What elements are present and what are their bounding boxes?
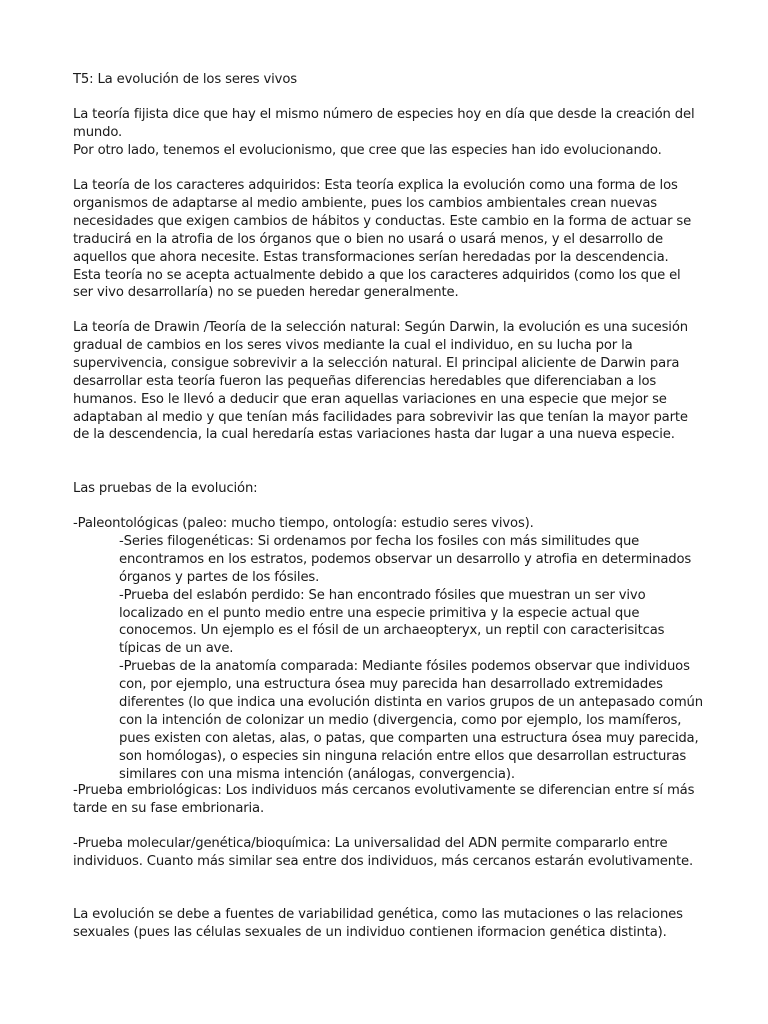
conclusion-paragraph: La evolución se debe a fuentes de variabilidad genética, como las mutaciones o las relaciones sexuales (pues las células sexuales de un individuo contienen iformacion genética distinta).: [73, 907, 683, 940]
conclusion-section: [73, 906, 703, 942]
caracteres-paragraph: La teoría de los caracteres adquiridos: Esta teoría explica la evolución como una forma de los organismos de adaptarse al medio ambiente, pues los cambios ambientales crean nuevas necesidades que exigen cambios de hábitos y conductas. Este cambio en la forma de actuar se traducirá en la atrofia de los órganos que o bien no usará o usará menos, y el desarrollo de aquellos que ahora necesite. Estas transformaciones serían heredadas por la descendencia.: [73, 178, 692, 265]
pruebas-heading-block: [73, 480, 703, 498]
anatomia-comparada-item: -Pruebas de la anatomía comparada: Mediante fósiles podemos observar que individuos con, por ejemplo, una estructura ósea muy parecida han desarrollado extremidades diferentes (lo que indica una evolución distinta en varios grupos de un antepasado común con la intención de colonizar un medio (divergencia, como por ejemplo, los mamíferos, pues existen con aletas, alas, o patas, que comparten una estructura ósea muy parecida, son homólogas), o especies sin ninguna relación entre ellos que desarrollan estructuras similares con una misma intención (análogas, convergencia).: [119, 659, 703, 782]
paleontologicas-heading: -Paleontológicas (paleo: mucho tiempo, ontología: estudio seres vivos).: [73, 516, 534, 531]
darwin-paragraph: La teoría de Drawin /Teoría de la selección natural: Según Darwin, la evolución es una sucesión gradual de cambios en los seres vivos mediante la cual el individuo, en su lucha por la supervivencia, consigue sobrevivir a la selección natural. El principal aliciente de Darwin para desarrollar esta teoría fueron las pequeñas diferencias heredables que diferenciaban a los humanos. Eso le llevó a deducir que eran aquellas variaciones en una especie que mejor se adaptaban al medio y que tenían más facilidades para sobrevivir las que tenían la mayor parte de la descendencia, la cual heredaría estas variaciones hasta dar lugar a una nueva especie.: [73, 320, 688, 443]
darwin-section: [73, 319, 703, 444]
pruebas-heading: Las pruebas de la evolución:: [73, 481, 258, 496]
caracteres-rejection-paragraph: Esta teoría no se acepta actualmente debido a que los caracteres adquiridos (como los que el ser vivo desarrollaría) no se pueden heredar generalmente.: [73, 267, 681, 301]
series-filogeneticas-item: -Series filogenéticas: Si ordenamos por fecha los fosiles con más similitudes que encontramos en los estratos, podemos observar un desarrollo y atrofia en determinados órganos y partes de los fósiles.: [119, 533, 692, 585]
embriologica-paragraph: -Prueba embriológicas: Los individuos más cercanos evolutivamente se diferencian entre sí más tarde en su fase embrionaria.: [73, 783, 695, 816]
intro-section: [73, 106, 703, 160]
molecular-section: [73, 835, 703, 871]
document-title-block: [73, 71, 703, 89]
molecular-paragraph: -Prueba molecular/genética/bioquímica: La universalidad del ADN permite compararlo entre individuos. Cuanto más similar sea entre dos individuos, más cercanos estarán evolutivamente.: [73, 836, 693, 869]
paleontologicas-section: [73, 515, 703, 784]
caracteres-section: [73, 177, 703, 302]
embriologica-section: [73, 782, 703, 818]
eslabon-perdido-item: -Prueba del eslabón perdido: Se han encontrado fósiles que muestran un ser vivo localizado en el punto medio entre una especie primitiva y la especie actual que conocemos. Un ejemplo es el fósil de un archaeopteryx, un reptil con caracterisitcas típicas de un ave.: [119, 587, 665, 657]
intro-paragraph-evolucionismo: Por otro lado, tenemos el evolucionismo, que cree que las especies han ido evolucionando.: [73, 142, 662, 158]
intro-paragraph-fijismo: La teoría fijista dice que hay el mismo número de especies hoy en día que desde la creación del mundo.: [73, 107, 695, 140]
document-title: T5: La evolución de los seres vivos: [73, 72, 297, 87]
